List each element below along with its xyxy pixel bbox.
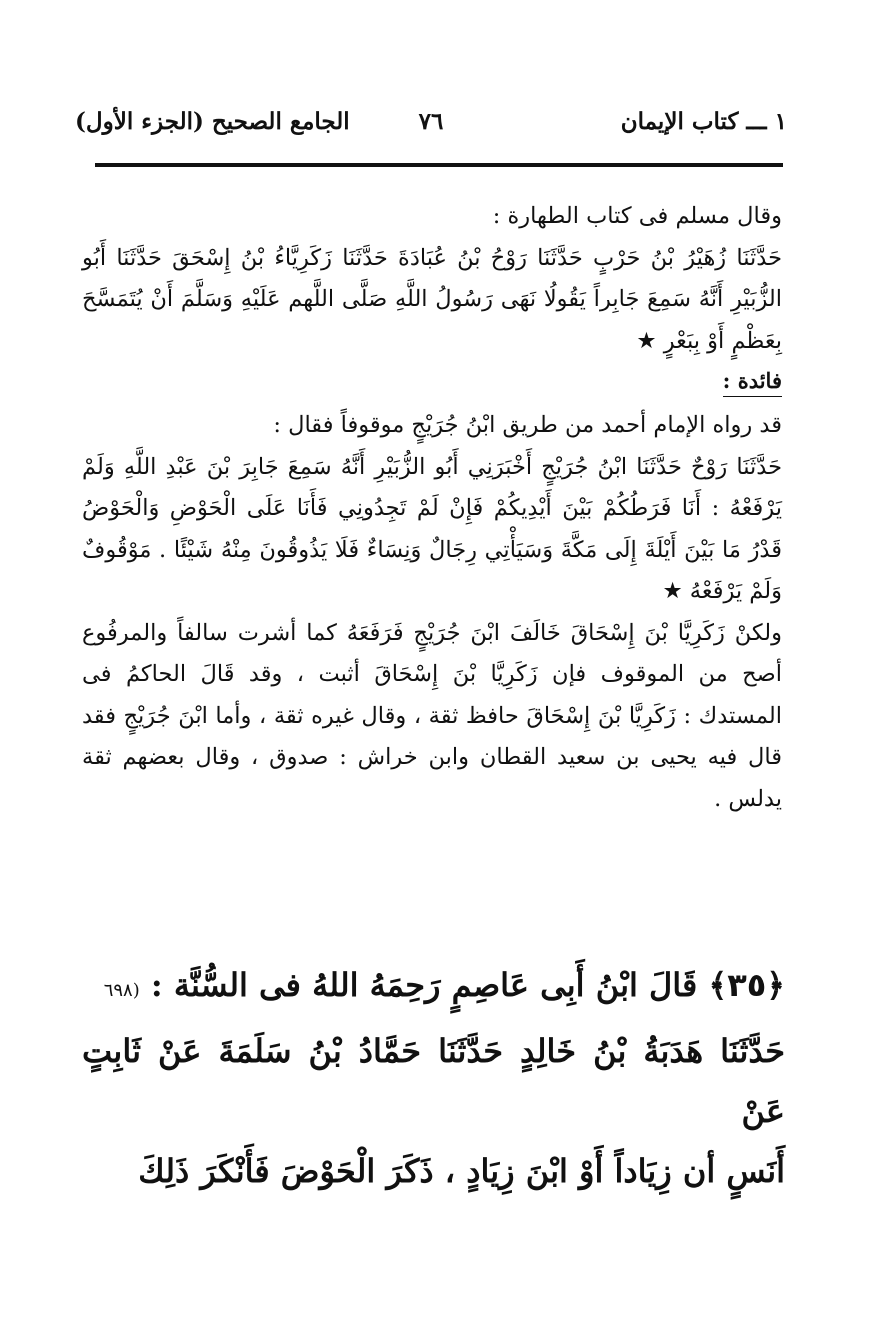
section-heading-line <box>82 955 785 1021</box>
header-rule <box>95 163 783 167</box>
hadith-ahmad: حَدَّثَنَا رَوْحٌ حَدَّثَنَا ابْنُ جُرَيْجٍ أَخْبَرَنِي أَبُو الزُّبَيْرِ أَنَّهُ سَمِعَ جَابِرَ بْنَ عَبْدِ اللَّهِ وَلَمْ يَرْفَعْهُ : أَنَا فَرَطُكُمْ بَيْنَ أَيْدِيكُمْ فَإِنْ لَمْ تَجِدُونِي فَأَنَا عَلَى الْحَوْضِ وَالْحَوْضُ قَدْرُ مَا بَيْنَ أَيْلَةَ إِلَى مَكَّةَ وَسَيَأْتِي رِجَالٌ وَنِسَاءٌ فَلَا يَذُوقُونَ مِنْهُ شَيْئًا . مَوْقُوفٌ وَلَمْ يَرْفَعْهُ ★ <box>82 453 782 604</box>
section-line-3: أَنَسٍ أن زِيَاداً أَوْ ابْنَ زِيَادٍ ، ذَكَرَ الْحَوْضَ فَأَنْكَرَ ذَلِكَ <box>138 1152 785 1190</box>
faida-intro: قد رواه الإمام أحمد من طريق ابْنُ جُرَيْجٍ موقوفاً فقال : <box>273 412 782 438</box>
section-intro: قَالَ ابْنُ أَبِى عَاصِمٍ رَحِمَهُ اللهُ فى السُّنَّة : <box>150 966 698 1004</box>
book-title: الجامع الصحيح (الجزء الأول) <box>75 108 350 135</box>
section-number: ﴿٣٥﴾ <box>708 966 785 1004</box>
chapter-heading: ١ ـــ كتاب الإيمان <box>620 108 787 135</box>
faida-label: فائدة : <box>723 368 782 397</box>
section-reference: (٦٩٨ <box>103 980 140 1001</box>
hadith-muslim: حَدَّثَنَا زُهَيْرُ بْنُ حَرْبٍ حَدَّثَنَا رَوْحُ بْنُ عُبَادَةَ حَدَّثَنَا زَكَرِيَّاءُ بْنُ إِسْحَقَ حَدَّثَنَا أَبُو الزُّبَيْرِ أَنَّهُ سَمِعَ جَابِراً يَقُولُا نَهَى رَسُولُ اللَّهِ صَلَّى اللَّهم عَلَيْهِ وَسَلَّمَ أَنْ يُتَمَسَّحَ بِعَظْمٍ أَوْ بِبَعْرٍ ★ <box>82 244 782 354</box>
page-header <box>75 100 787 148</box>
commentary-paragraph: ولكنْ زَكَرِيَّا بْنَ إِسْحَاقَ خَالَفَ ابْنَ جُرَيْجٍ فَرَفَعَهُ كما أشرت سالفاً والمرفُوع أصح من الموقوف فإن زَكَرِيَّا بْنَ إِسْحَاقَ أثبت ، وقد قَالَ الحاكمُ فى المستدك : زَكَرِيَّا بْنَ إِسْحَاقَ حافظ ثقة ، وقال غيره ثقة ، وأما ابْنَ جُرَيْجٍ فقد قال فيه يحيى بن سعيد القطان وابن خراش : صدوق ، وقال بعضهم ثقة يدلس . <box>82 619 782 812</box>
section-line-2: حَدَّثَنَا هَدَبَةُ بْنُ خَالِدٍ حَدَّثَنَا حَمَّادُ بْنُ سَلَمَةَ عَنْ ثَابِتٍ عَنْ <box>82 1032 785 1130</box>
page-number: ٧٦ <box>418 108 444 135</box>
section-35 <box>82 955 785 1201</box>
main-text <box>82 196 782 820</box>
intro-line: وقال مسلم فى كتاب الطهارة : <box>492 203 782 229</box>
